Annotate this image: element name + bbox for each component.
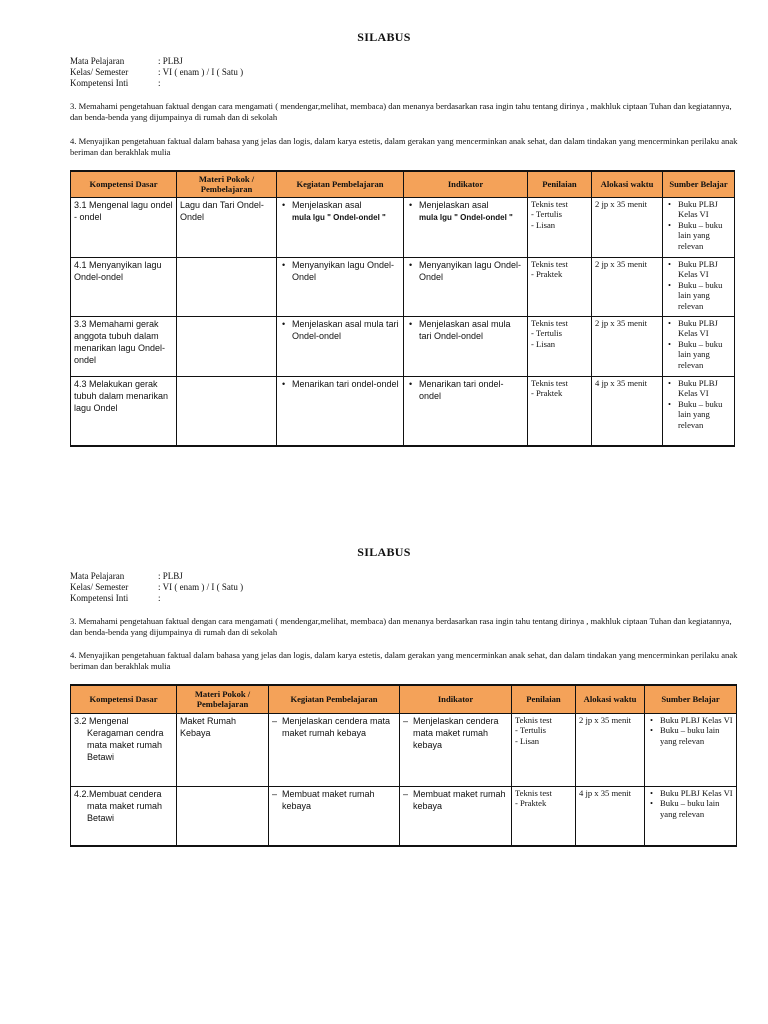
section1-meta — [70, 56, 243, 89]
list-item: • Buku PLBJ Kelas VI — [648, 788, 733, 799]
section1-ki3: 3. Memahami pengetahuan faktual dengan cara mengamati ( mendengar,melihat, membaca) dan menanya berdasarkan rasa ingin tahu tentang dirinya , makhluk ciptaan Tuhan dan kegiatannya, dan benda-benda yang dijumpainya di rumah dan di sekolah — [70, 101, 732, 122]
header-alokasi: Alokasi waktu — [576, 685, 645, 713]
mata-pelajaran-value: : PLBJ — [158, 571, 183, 581]
mata-pelajaran-label: Mata Pelajaran — [70, 571, 125, 581]
header-kompetensi-dasar: Kompetensi Dasar — [71, 685, 177, 713]
table-header-row — [71, 171, 735, 197]
list-item: • Buku PLBJ Kelas VI — [666, 318, 731, 339]
sumber-cell — [663, 376, 735, 446]
materi-cell: Maket Rumah Kebaya — [177, 713, 269, 786]
alokasi-cell: 2 jp x 35 menit — [576, 713, 645, 786]
list-item: • Buku PLBJ Kelas VI — [666, 378, 731, 399]
list-item: • Menjelaskan asal mula tari Ondel-ondel — [280, 318, 400, 342]
list-item: – Menjelaskan cendera mata maket rumah kebaya — [403, 715, 508, 751]
header-sumber: Sumber Belajar — [663, 171, 735, 197]
list-item: • Buku PLBJ Kelas VI — [666, 259, 731, 280]
materi-cell: Lagu dan Tari Ondel-Ondel — [177, 197, 277, 257]
list-item: – Membuat maket rumah kebaya — [272, 788, 396, 812]
sumber-cell — [663, 257, 735, 316]
kegiatan-cell — [277, 197, 404, 257]
sumber-cell — [645, 786, 737, 846]
list-item: • Menarikan tari ondel-ondel — [280, 378, 400, 390]
table-header-row — [71, 685, 737, 713]
mata-pelajaran-value: : PLBJ — [158, 56, 183, 66]
ki-value: : — [158, 78, 161, 88]
alokasi-cell: 4 jp x 35 menit — [592, 376, 663, 446]
header-sumber: Sumber Belajar — [645, 685, 737, 713]
penilaian-cell: Teknis test - Praktek — [528, 376, 592, 446]
kelas-value: : VI ( enam ) / I ( Satu ) — [158, 67, 244, 77]
header-materi-pokok: Materi Pokok / Pembelajaran — [177, 685, 269, 713]
section2-ki4: 4. Menyajikan pengetahuan faktual dalam bahasa yang jelas dan logis, dalam karya estetis, dalam gerakan yang mencerminkan anak sehat, dan dalam tindakan yang mencerminkan perilaku anak beriman dan berakhlak mulia — [70, 650, 738, 671]
list-item: – Menjelaskan cendera mata maket rumah kebaya — [272, 715, 396, 739]
kegiatan-cell — [277, 316, 404, 376]
kd-cell: 4.1 Menyanyikan lagu Ondel-ondel — [71, 257, 177, 316]
kegiatan-cell — [277, 376, 404, 446]
header-indikator: Indikator — [400, 685, 512, 713]
list-item: • Menyanyikan lagu Ondel-Ondel — [280, 259, 400, 283]
list-item: • Buku – buku lain yang relevan — [648, 798, 733, 819]
header-materi-pokok: Materi Pokok / Pembelajaran — [177, 171, 277, 197]
ki-label: Kompetensi Inti — [70, 78, 129, 88]
kelas-label: Kelas/ Semester — [70, 582, 129, 592]
penilaian-cell: Teknis test - Praktek — [528, 257, 592, 316]
materi-cell — [177, 316, 277, 376]
kd-cell: 4.2.Membuat cendera mata maket rumah Betawi — [71, 786, 177, 846]
list-item: • Buku PLBJ Kelas VI — [666, 199, 731, 220]
indikator-cell — [404, 257, 528, 316]
kd-cell: 3.2 Mengenal Keragaman cendra mata maket rumah Betawi — [71, 713, 177, 786]
indikator-cell — [404, 376, 528, 446]
sumber-cell — [663, 316, 735, 376]
materi-cell — [177, 257, 277, 316]
list-item: • Menyanyikan lagu Ondel-Ondel — [407, 259, 524, 283]
list-item: – Membuat maket rumah kebaya — [403, 788, 508, 812]
table-row — [71, 713, 737, 786]
header-alokasi: Alokasi waktu — [592, 171, 663, 197]
indikator-cell — [400, 786, 512, 846]
section1-table — [70, 170, 735, 447]
header-kegiatan: Kegiatan Pembelajaran — [277, 171, 404, 197]
alokasi-cell: 4 jp x 35 menit — [576, 786, 645, 846]
list-item: • Buku PLBJ Kelas VI — [648, 715, 733, 726]
list-item: • Buku – buku lain yang relevan — [666, 220, 731, 252]
alokasi-cell: 2 jp x 35 menit — [592, 197, 663, 257]
materi-cell — [177, 376, 277, 446]
ki-value: : — [158, 593, 161, 603]
kd-cell: 3.1 Mengenal lagu ondel - ondel — [71, 197, 177, 257]
sumber-cell — [663, 197, 735, 257]
penilaian-cell: Teknis test - Tertulis - Lisan — [512, 713, 576, 786]
header-kompetensi-dasar: Kompetensi Dasar — [71, 171, 177, 197]
list-item: • Buku – buku lain yang relevan — [666, 339, 731, 371]
list-item: • Menjelaskan asal mula tari Ondel-ondel — [407, 318, 524, 342]
section1-title: SILABUS — [357, 30, 411, 44]
section2-ki3: 3. Memahami pengetahuan faktual dengan cara mengamati ( mendengar,melihat, membaca) dan menanya berdasarkan rasa ingin tahu tentang dirinya , makhluk ciptaan Tuhan dan kegiatannya, dan benda-benda yang dijumpainya di rumah dan di sekolah — [70, 616, 732, 637]
sumber-cell — [645, 713, 737, 786]
materi-cell — [177, 786, 269, 846]
list-item: • Menjelaskan asal mula lgu " Ondel-ondel " — [280, 199, 400, 224]
kd-cell: 4.3 Melakukan gerak tubuh dalam menarikan lagu Ondel — [71, 376, 177, 446]
penilaian-cell: Teknis test - Tertulis - Lisan — [528, 316, 592, 376]
penilaian-cell: Teknis test - Praktek — [512, 786, 576, 846]
alokasi-cell: 2 jp x 35 menit — [592, 316, 663, 376]
table-row — [71, 786, 737, 846]
list-item: • Buku – buku lain yang relevan — [648, 725, 733, 746]
header-penilaian: Penilaian — [528, 171, 592, 197]
section2-meta — [70, 571, 243, 604]
header-kegiatan: Kegiatan Pembelajaran — [269, 685, 400, 713]
table-row — [71, 257, 735, 316]
section2-table — [70, 684, 737, 847]
kd-cell: 3.3 Memahami gerak anggota tubuh dalam menarikan lagu Ondel-ondel — [71, 316, 177, 376]
list-item: • Menarikan tari ondel-ondel — [407, 378, 524, 402]
kelas-label: Kelas/ Semester — [70, 67, 129, 77]
list-item: • Buku – buku lain yang relevan — [666, 399, 731, 431]
indikator-cell — [404, 197, 528, 257]
list-item: • Buku – buku lain yang relevan — [666, 280, 731, 312]
ki-label: Kompetensi Inti — [70, 593, 129, 603]
penilaian-cell: Teknis test - Tertulis - Lisan — [528, 197, 592, 257]
kegiatan-cell — [277, 257, 404, 316]
alokasi-cell: 2 jp x 35 menit — [592, 257, 663, 316]
list-item: • Menjelaskan asal mula lgu " Ondel-ondel " — [407, 199, 524, 224]
header-indikator: Indikator — [404, 171, 528, 197]
kegiatan-cell — [269, 713, 400, 786]
kelas-value: : VI ( enam ) / I ( Satu ) — [158, 582, 244, 592]
table-row — [71, 197, 735, 257]
mata-pelajaran-label: Mata Pelajaran — [70, 56, 125, 66]
kegiatan-cell — [269, 786, 400, 846]
table-row — [71, 316, 735, 376]
header-penilaian: Penilaian — [512, 685, 576, 713]
indikator-cell — [400, 713, 512, 786]
section2-title: SILABUS — [357, 545, 411, 559]
table-row — [71, 376, 735, 446]
section1-ki4: 4. Menyajikan pengetahuan faktual dalam bahasa yang jelas dan logis, dalam karya estetis, dalam gerakan yang mencerminkan anak sehat, dan dalam tindakan yang mencerminkan perilaku anak beriman dan berakhlak mulia — [70, 136, 738, 157]
indikator-cell — [404, 316, 528, 376]
